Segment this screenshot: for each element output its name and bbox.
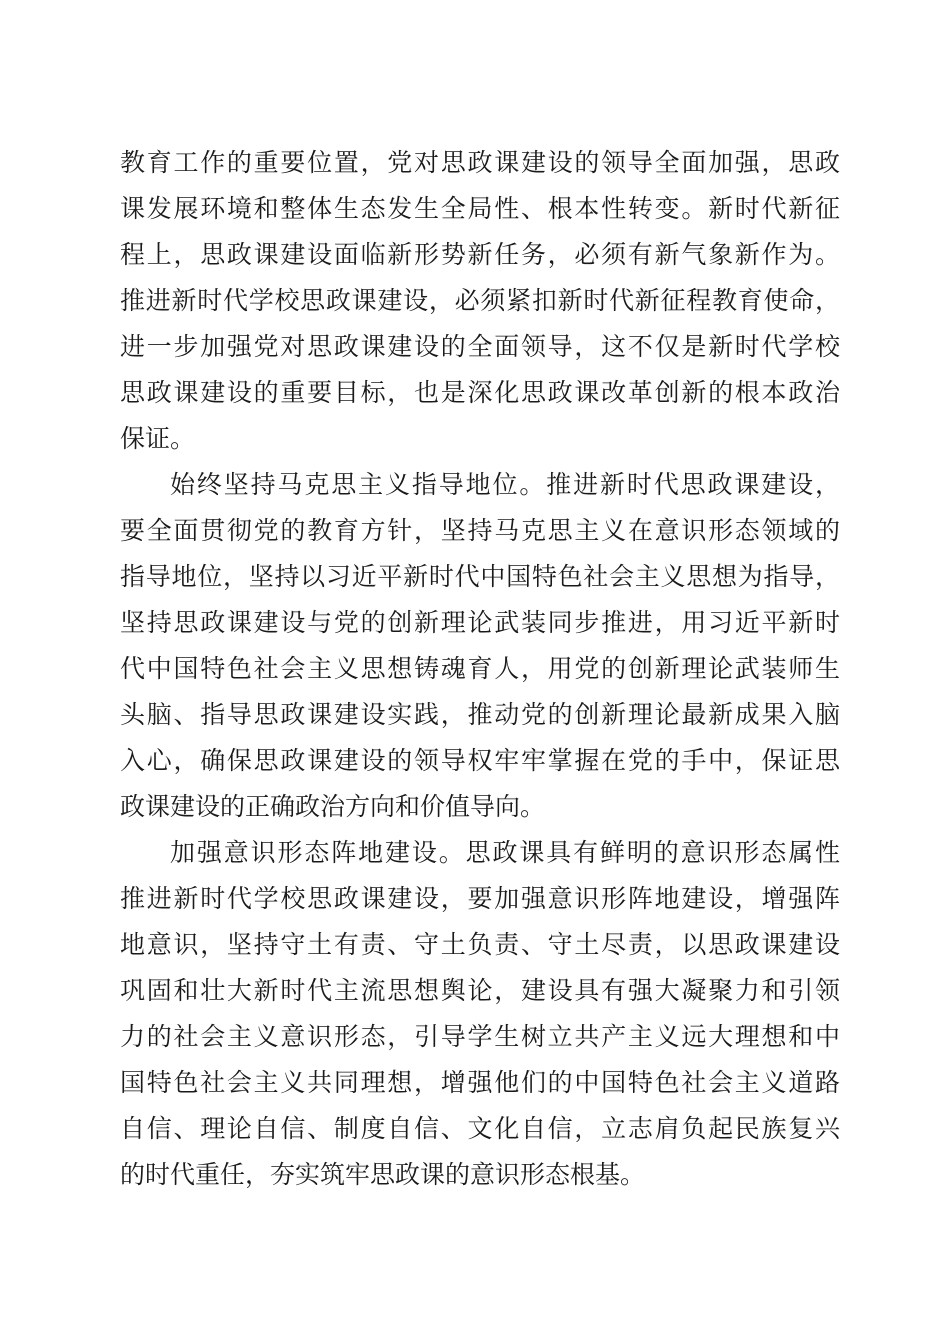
paragraph-1 <box>120 140 840 462</box>
text-line: 进一步加强党对思政课建设的全面领导，这不仅是新时代学校 <box>120 332 840 361</box>
text-line: 政课建设的正确政治方向和价值导向。 <box>120 792 546 821</box>
text-line: 自信、理论自信、制度自信、文化自信，立志肩负起民族复兴 <box>120 1114 840 1143</box>
paragraph-2 <box>120 462 840 830</box>
text-line: 保证。 <box>120 424 196 453</box>
text-line: 要全面贯彻党的教育方针，坚持马克思主义在意识形态领域的 <box>120 516 840 545</box>
text-line: 头脑、指导思政课建设实践，推动党的创新理论最新成果入脑 <box>120 700 840 729</box>
text-line: 思政课建设的重要目标，也是深化思政课改革创新的根本政治 <box>120 378 840 407</box>
text-line: 力的社会主义意识形态，引导学生树立共产主义远大理想和中 <box>120 1022 840 1051</box>
text-line: 程上，思政课建设面临新形势新任务，必须有新气象新作为。 <box>120 240 840 269</box>
text-line: 指导地位，坚持以习近平新时代中国特色社会主义思想为指导， <box>120 562 840 591</box>
text-line: 始终坚持马克思主义指导地位。推进新时代思政课建设， <box>170 470 840 499</box>
document-body <box>120 140 840 1198</box>
text-line: 入心，确保思政课建设的领导权牢牢掌握在党的手中，保证思 <box>120 746 840 775</box>
text-line: 推进新时代学校思政课建设，必须紧扣新时代新征程教育使命， <box>120 286 840 315</box>
text-line: 加强意识形态阵地建设。思政课具有鲜明的意识形态属性 <box>170 838 840 867</box>
paragraph-3 <box>120 830 840 1198</box>
text-line: 的时代重任，夯实筑牢思政课的意识形态根基。 <box>120 1160 646 1189</box>
text-line: 国特色社会主义共同理想，增强他们的中国特色社会主义道路 <box>120 1068 840 1097</box>
text-line: 地意识，坚持守土有责、守土负责、守土尽责，以思政课建设 <box>120 930 840 959</box>
text-line: 教育工作的重要位置，党对思政课建设的领导全面加强，思政 <box>120 148 840 177</box>
text-line: 推进新时代学校思政课建设，要加强意识形阵地建设，增强阵 <box>120 884 840 913</box>
text-line: 代中国特色社会主义思想铸魂育人，用党的创新理论武装师生 <box>120 654 840 683</box>
text-line: 课发展环境和整体生态发生全局性、根本性转变。新时代新征 <box>120 194 840 223</box>
text-line: 坚持思政课建设与党的创新理论武装同步推进，用习近平新时 <box>120 608 840 637</box>
text-line: 巩固和壮大新时代主流思想舆论，建设具有强大凝聚力和引领 <box>120 976 840 1005</box>
